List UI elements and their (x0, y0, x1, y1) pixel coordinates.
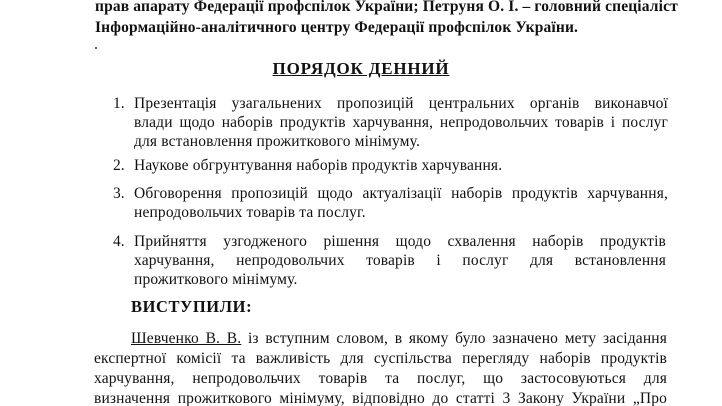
agenda-item-4-line-2: харчування, непродовольчих товарів і послуг для встановлення (134, 252, 666, 269)
speaker-name: Шевченко В. В. (131, 330, 242, 347)
speech-first-line-text: із вступним словом, в якому було зазначено мету засідання (247, 330, 668, 347)
header-line-1: прав апарату Федерації профспілок України; Петруня О. І. – головний спеціаліст (95, 0, 678, 15)
stray-mark (95, 47, 97, 49)
agenda-item-4-number: 4. (113, 233, 125, 250)
agenda-item-2-line-1: Наукове обгрунтування наборів продуктів харчування. (134, 157, 503, 174)
agenda-title: ПОРЯДОК ДЕННИЙ (272, 59, 450, 78)
agenda-item-1-line-3: для встановлення прожиткового мінімуму. (134, 133, 420, 150)
agenda-item-3-number: 3. (113, 185, 125, 202)
agenda-item-4-line-3: прожиткового мінімуму. (134, 271, 298, 288)
agenda-item-1-number: 1. (113, 95, 125, 112)
speech-first-line (131, 330, 667, 348)
speech-line-2: експертної комісії та важливість для суспільства перегляду наборів продуктів (94, 350, 667, 367)
speakers-heading: ВИСТУПИЛИ: (131, 297, 253, 316)
speech-line-4: визначення прожиткового мінімуму, відповідно до статті 3 Закону України „Про (94, 390, 667, 406)
agenda-item-4-line-1: Прийняття узгодженого рішення щодо схвалення наборів продуктів (134, 233, 666, 250)
speech-line-3: харчування, непродовольчих товарів та послуг, що застосовуються для (94, 370, 667, 387)
agenda-item-1-line-1: Презентація узагальнених пропозицій центральних органів виконавчої (134, 95, 668, 112)
agenda-item-2-number: 2. (113, 157, 125, 174)
agenda-item-3-line-1: Обговорення пропозицій щодо актуалізації наборів продуктів харчування, (134, 185, 668, 202)
agenda-item-3-line-2: непродовольчих товарів та послуг. (134, 204, 366, 221)
agenda-item-1-line-2: влади щодо наборів продуктів харчування, непродовольчих товарів і послуг (134, 114, 668, 131)
header-line-2: Інформаційно-аналітичного центру Федерації профспілок України. (95, 19, 579, 36)
